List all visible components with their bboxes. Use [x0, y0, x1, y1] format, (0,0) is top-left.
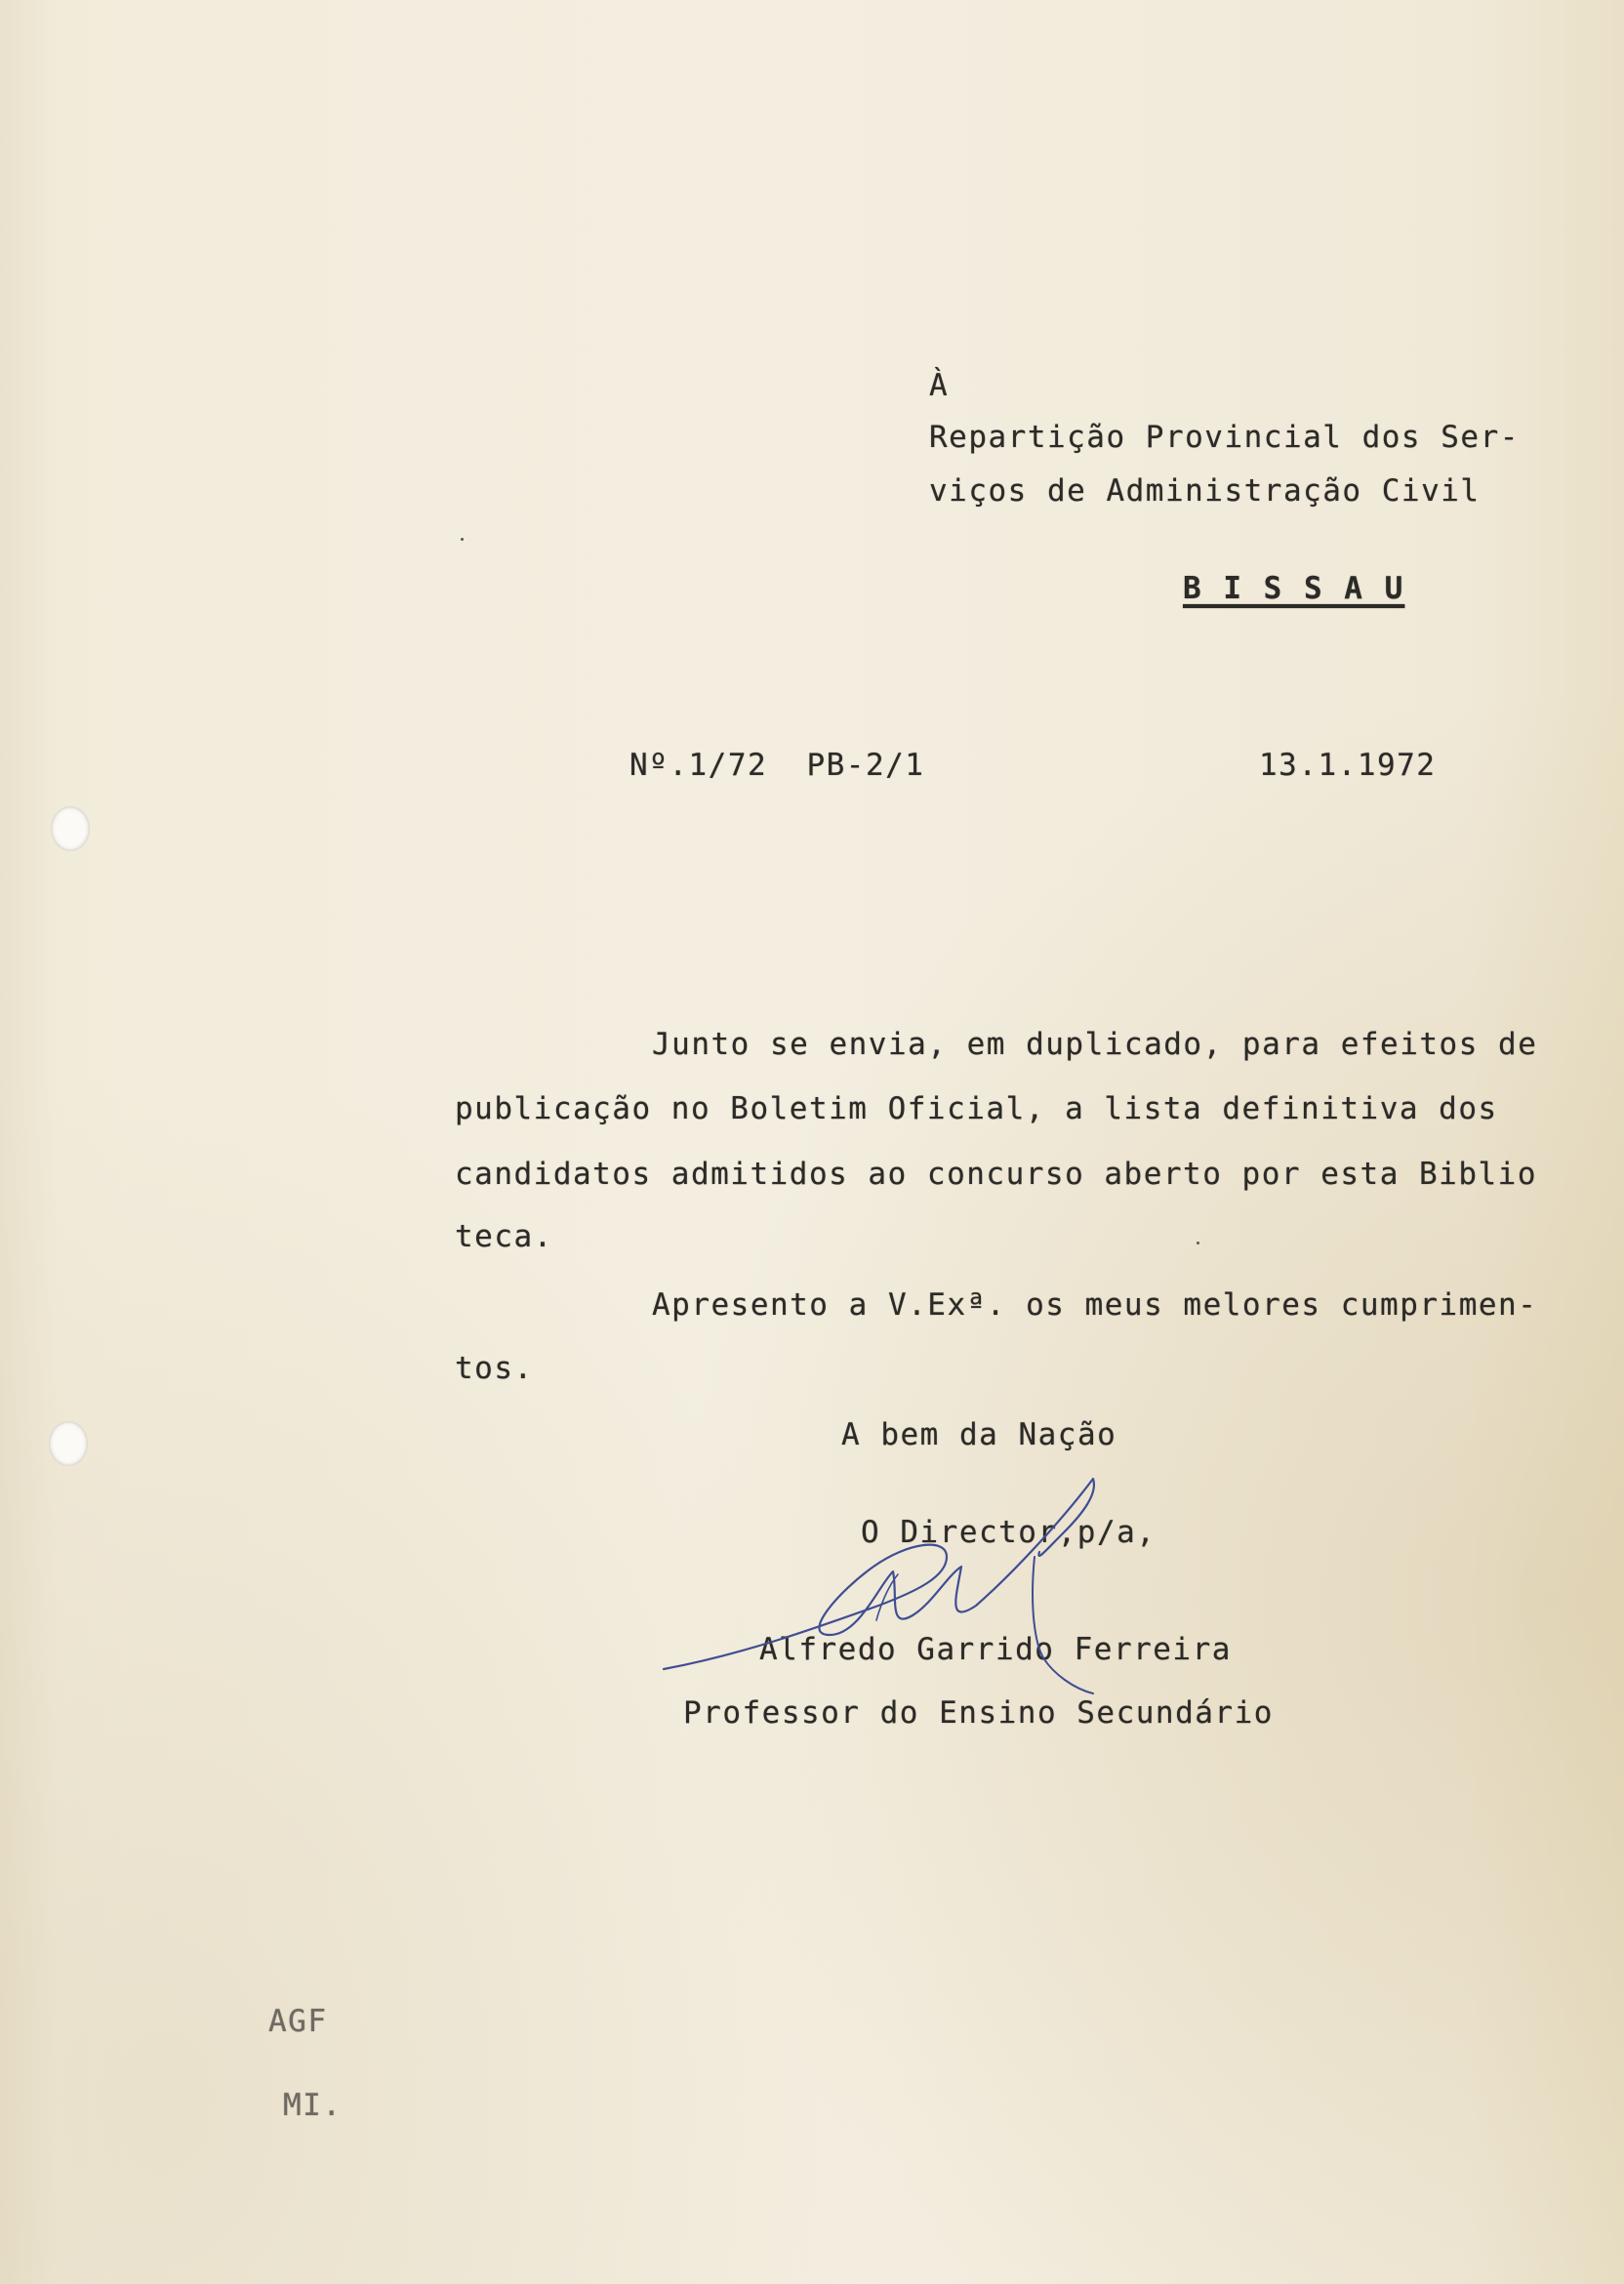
- body-p1-line-4: teca.: [455, 1219, 553, 1254]
- punch-hole-bottom: [49, 1421, 88, 1466]
- body-p1-line-3: candidatos admitidos ao concurso aberto por esta Biblio: [455, 1157, 1537, 1192]
- initials-line-1: AGF: [268, 2004, 328, 2039]
- addressee-prefix: À: [929, 368, 950, 403]
- body-p1-line-2: publicação no Boletim Oficial, a lista definitiva dos: [455, 1091, 1498, 1126]
- reference-date: 13.1.1972: [1259, 748, 1437, 783]
- body-p1-line-1: Junto se envia, em duplicado, para efeitos de: [652, 1027, 1538, 1062]
- addressee-line-2: viços de Administração Civil: [929, 473, 1481, 509]
- ink-speck: [1197, 1242, 1199, 1244]
- punch-hole-top: [51, 806, 90, 851]
- closing-role: O Director,p/a,: [861, 1515, 1157, 1550]
- ink-speck: [461, 538, 464, 541]
- handwritten-signature: [654, 1459, 1181, 1713]
- body-p2-line-1: Apresento a V.Exª. os meus melores cumprimen-: [652, 1287, 1538, 1323]
- closing-salutation: A bem da Nação: [841, 1417, 1117, 1452]
- reference-number: Nº.1/72 PB-2/1: [629, 748, 925, 783]
- body-p2-line-2: tos.: [455, 1351, 534, 1386]
- addressee-city: B I S S A U: [1183, 571, 1405, 606]
- closing-title: Professor do Ensino Secundário: [683, 1695, 1274, 1731]
- initials-line-2: MI.: [283, 2088, 343, 2123]
- addressee-line-1: Repartição Provincial dos Ser-: [929, 420, 1520, 455]
- closing-name: Alfredo Garrido Ferreira: [759, 1632, 1232, 1667]
